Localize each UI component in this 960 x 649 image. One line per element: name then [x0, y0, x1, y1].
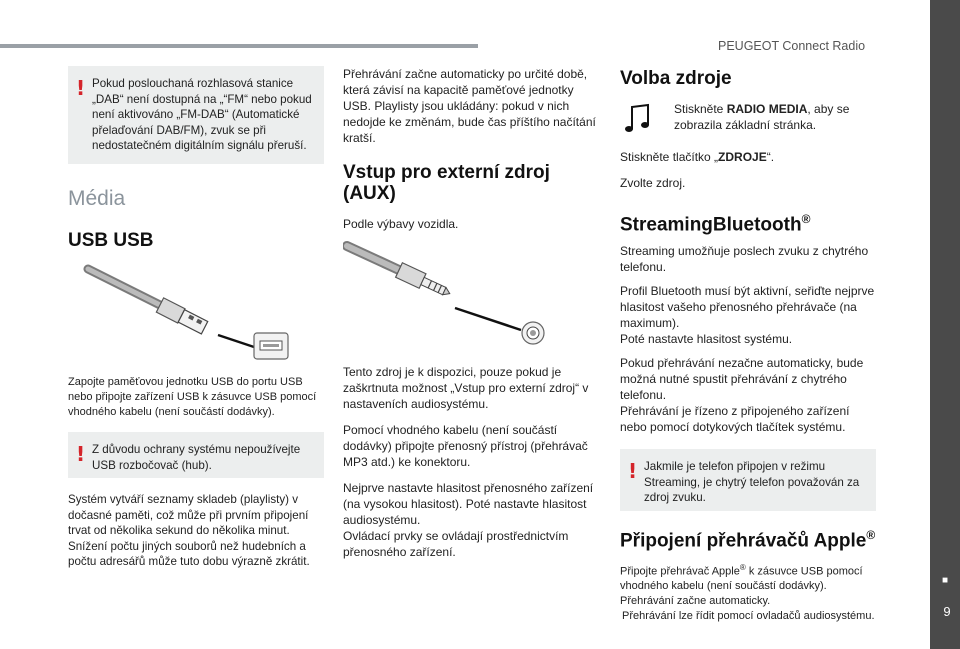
- choose-source: Zvolte zdroj.: [620, 176, 686, 190]
- bt-intro: Streaming umožňuje poslech zvuku z chytrého telefonu.: [620, 244, 869, 275]
- press-suffix: , aby se zobrazila základní stránka.: [674, 102, 850, 132]
- warning-text: Pokud poslouchaná rozhlasová stanice „DAB“ není dostupná na „“FM“ nebo pokud není aktivováno „FM-DAB“ (Automatické přelaďování DAB/FM), zvuk se při nedostatečném digitálním signálu přeruší.: [92, 77, 312, 152]
- warning-box-hub: [68, 432, 324, 478]
- source-heading: Volba zdroje: [620, 68, 732, 89]
- usb-plug-illustration: [68, 261, 324, 361]
- registered-mark: ®: [739, 562, 746, 572]
- radio-media-row: [620, 101, 876, 137]
- bt-control-text: Přehrávání je řízeno z připojeného zařízení nebo pomocí dotykových tlačítek systému.: [620, 404, 850, 435]
- apple-controls: Přehrávání lze řídit pomocí ovladačů audiosystému.: [622, 610, 875, 623]
- source-btn-prefix: Stiskněte tlačítko „: [620, 150, 719, 164]
- warning-box-dab: [68, 66, 324, 164]
- registered-mark: ®: [801, 212, 811, 226]
- usb-text: Zapojte paměťovou jednotku USB do portu USB nebo připojte zařízení USB k zásuvce USB pomocí vhodného kabelu (není součástí dodávky).: [68, 376, 317, 418]
- column-3: [620, 66, 876, 624]
- press-prefix: Stiskněte: [674, 102, 727, 116]
- page-number: 9: [943, 604, 951, 619]
- bt-playback-text: Pokud přehrávání nezačne automaticky, bude možná nutné spustit přehrávání z chytrého telefonu.: [620, 356, 864, 403]
- aux-volume: [343, 480, 603, 560]
- column-2: [343, 66, 603, 560]
- source-btn-suffix: “.: [766, 150, 775, 164]
- exclamation-icon: !: [628, 459, 638, 484]
- aux-controls-text: Ovládací prvky se ovládají prostřednictvím přenosného zařízení.: [343, 529, 569, 559]
- bluetooth-heading-text: StreamingBluetooth: [620, 214, 802, 236]
- aux-equipment-note: Podle výbavy vozidla.: [343, 217, 459, 231]
- column-1: [68, 66, 324, 570]
- apple-heading: [620, 525, 876, 551]
- aux-cable: Pomocí vhodného kabelu (není součástí dodávky) připojte přenosný přístroj (přehrávač MP3 atd.) ke konektoru.: [343, 423, 588, 469]
- radio-media-instruction: [674, 101, 874, 137]
- warning-text: Z důvodu ochrany systému nepoužívejte USB rozbočovač (hub).: [92, 443, 301, 472]
- exclamation-icon: !: [76, 442, 86, 466]
- registered-mark: ®: [866, 528, 876, 543]
- apple-connect-prefix: Připojte přehrávač Apple: [620, 565, 740, 578]
- warning-text: Jakmile je telefon připojen v režimu Streaming, je chytrý telefon považován za zdroj zvuku.: [644, 460, 860, 505]
- section-title: Média: [68, 187, 126, 210]
- continue-mark: ■: [941, 575, 949, 586]
- music-note-icon: [620, 101, 656, 137]
- source-button-instruction: [620, 149, 876, 165]
- aux-heading: Vstup pro externí zdroj (AUX): [343, 162, 550, 204]
- usb-heading: USB USB: [68, 230, 154, 251]
- apple-connect: [620, 560, 876, 610]
- playback-intro: Přehrávání začne automaticky po určité době, která závisí na kapacitě paměťové jednotky USB. Playlisty jsou ukládány: pokud v nich nedojde ke změnám, bude čas příštího načítání kratší.: [343, 67, 596, 145]
- exclamation-icon: !: [76, 76, 86, 100]
- source-button-label: ZDROJE: [718, 150, 767, 164]
- aux-availability: Tento zdroj je k dispozici, pouze pokud je zaškrtnuta možnost „Vstup pro externí zdroj“ v nastaveních audiosystému.: [343, 365, 589, 411]
- apple-heading-text: Připojení přehrávačů Apple: [620, 530, 867, 552]
- header-rule: [0, 44, 478, 48]
- apple-autoplay: Přehrávání začne automaticky.: [620, 595, 771, 608]
- playlist-text: Systém vytváří seznamy skladeb (playlisty) v dočasné paměti, což může při prvním připojení trvat od několika sekund do několika minut. Snížení počtu jiných souborů než hudebních a počtu adresářů může tuto dobu výrazně zkrátit.: [68, 493, 310, 568]
- bt-profile-text: Profil Bluetooth musí být aktivní, seřiďte nejprve hlasitost vašeho přenosného přehrávače (na maximum).: [620, 284, 875, 331]
- bt-playback: [620, 355, 876, 435]
- radio-media-label: RADIO MEDIA: [726, 102, 808, 116]
- bt-volume-text: Poté nastavte hlasitost systému.: [620, 332, 793, 347]
- apple-connect-suffix: k zásuvce USB pomocí vhodného kabelu (není součástí dodávky).: [620, 565, 863, 593]
- header-title: PEUGEOT Connect Radio: [718, 39, 866, 53]
- bluetooth-heading: [620, 209, 876, 235]
- right-sidebar: [930, 0, 960, 649]
- aux-volume-text: Nejprve nastavte hlasitost přenosného zařízení (na vysokou hlasitost). Poté nastavte hlasitost audiosystému.: [343, 481, 594, 527]
- aux-jack-illustration: [343, 238, 603, 358]
- warning-box-streaming: [620, 449, 876, 511]
- bt-profile: [620, 283, 876, 347]
